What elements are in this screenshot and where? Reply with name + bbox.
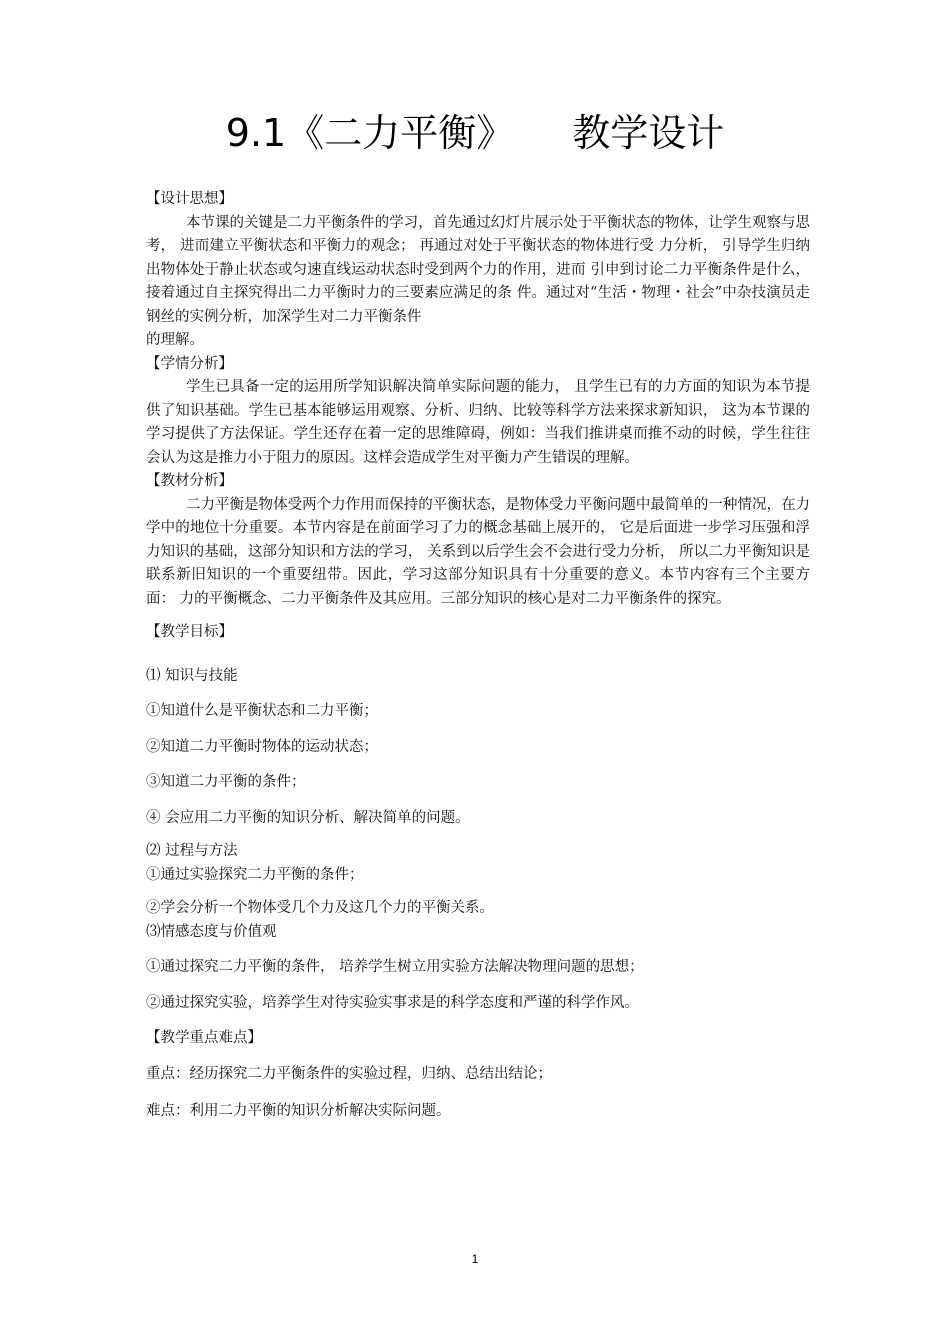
document-body	[146, 188, 810, 1124]
design-idea-text: 本节课的关键是二力平衡条件的学习，首先通过幻灯片展示处于平衡状态的物体，让学生观察与思考， 进而建立平衡状态和平衡力的观念； 再通过对处于平衡状态的物体进行受 力分析， 引导学生归纳出物体处于静止状态或匀速直线运动状态时受到两个力的作用，进而 引申到讨论二力平衡条件是什么， 接着通过自主探究得出二力平衡时力的三要素应满足的条 件。通过对“生活・物理・社会”中杂技演员走钢丝的实例分析，加深学生对二力平衡条件	[146, 214, 810, 325]
knowledge-title: ⑴ 知识与技能	[146, 667, 238, 684]
student-analysis-heading: 【学情分析】	[146, 355, 233, 372]
knowledge-item: ④ 会应用二力平衡的知识分析、解决简单的问题。	[146, 809, 470, 826]
knowledge-item: ②知道二力平衡时物体的运动状态；	[146, 738, 378, 755]
process-item: ②学会分析一个物体受几个力及这几个力的平衡关系。	[146, 900, 494, 916]
title-name: 《二力平衡》	[286, 111, 515, 155]
document-title	[0, 108, 950, 158]
knowledge-item: ③知道二力平衡的条件；	[146, 774, 306, 790]
material-analysis-heading: 【教材分析】	[146, 473, 233, 489]
design-idea-text-end: 的理解。	[146, 332, 204, 348]
emotion-item: ②通过探究实验，培养学生对待实验实事求是的科学态度和严谨的科学作风。	[146, 994, 639, 1011]
process-item: ①通过实验探究二力平衡的条件；	[146, 866, 364, 883]
objectives-heading: 【教学目标】	[146, 624, 233, 640]
student-analysis-text: 学生已具备一定的运用所学知识解决简单实际问题的能力， 且学生已有的力方面的知识为本节提供了知识基础。学生已基本能够运用观察、分析、归纳、比较等科学方法来探求新知识， 这为本节课的学习提供了方法保证。学生还存在着一定的思维障碍，例如：当我们推讲桌而推不动的时候，学生往往会认为这是推力小于阻力的原因。这样会造成学生对平衡力产生错误的理解。	[146, 379, 810, 466]
material-analysis-text: 二力平衡是物体受两个力作用而保持的平衡状态，是物体受力平衡问题中最简单的一种情况，在力学中的地位十分重要。本节内容是在前面学习了力的概念基础上展开的， 它是后面进一步学习压强和浮力知识的基础，这部分知识和方法的学习， 关系到以后学生会不会进行受力分析， 所以二力平衡知识是联系新旧知识的一个重要纽带。因此，学习这部分知识具有十分重要的意义。本节内容有三个主要方面： 力的平衡概念、二力平衡条件及其应用。三部分知识的核心是对二力平衡条件的探究。	[146, 496, 810, 607]
title-number: 9.1	[225, 111, 287, 155]
page-number: 1	[471, 1252, 479, 1266]
difficult-point-text: 难点：利用二力平衡的知识分析解决实际问题。	[146, 1103, 451, 1119]
title-suffix: 教学设计	[572, 111, 725, 155]
emotion-item: ①通过探究二力平衡的条件， 培养学生树立用实验方法解决物理问题的思想；	[146, 959, 644, 975]
key-point-text: 重点：经历探究二力平衡条件的实验过程，归纳、总结出结论；	[146, 1065, 552, 1082]
process-title: ⑵ 过程与方法	[146, 843, 238, 859]
emotion-title: ⑶情感态度与价值观	[146, 923, 277, 940]
knowledge-item: ①知道什么是平衡状态和二力平衡；	[146, 703, 378, 719]
key-points-heading: 【教学重点难点】	[146, 1030, 262, 1046]
design-idea-heading: 【设计思想】	[146, 191, 233, 207]
